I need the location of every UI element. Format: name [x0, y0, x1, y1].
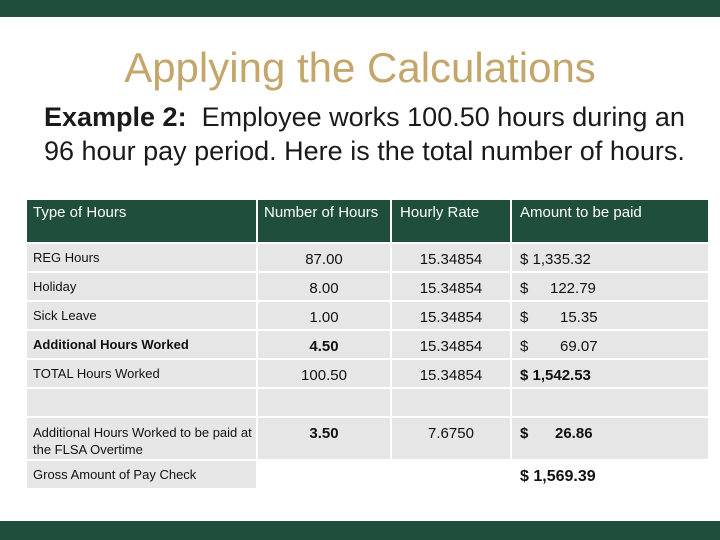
- row-type: REG Hours: [27, 243, 257, 272]
- row-amount: [511, 243, 708, 272]
- row-hours: 8.00: [257, 272, 391, 301]
- example-text: Employee works 100.50 hours during an 96 hour pay period. Here is the total number of hours.: [44, 102, 685, 166]
- table-row: [27, 243, 708, 272]
- pay-calculation-table: [27, 200, 708, 490]
- table-row: [27, 359, 708, 388]
- row-type: TOTAL Hours Worked: [27, 359, 257, 388]
- row-amount: [511, 301, 708, 330]
- dollar-sign: $: [520, 251, 529, 268]
- amount-value: 1,569.39: [533, 468, 596, 485]
- dollar-sign: $: [520, 309, 529, 326]
- table-row: [27, 417, 708, 460]
- table-row: [27, 330, 708, 359]
- dollar-sign: $: [520, 338, 529, 355]
- row-hours: [257, 388, 391, 417]
- row-amount: [511, 417, 708, 460]
- row-hours: 87.00: [257, 243, 391, 272]
- row-rate: 7.6750: [391, 417, 511, 460]
- row-type: Holiday: [27, 272, 257, 301]
- row-rate: 15.34854: [391, 243, 511, 272]
- row-amount: [511, 388, 708, 417]
- row-rate: 15.34854: [391, 330, 511, 359]
- row-hours: 100.50: [257, 359, 391, 388]
- top-accent-bar: [0, 0, 720, 17]
- header-number-of-hours: Number of Hours: [257, 200, 391, 243]
- example-label: Example 2:: [44, 102, 187, 132]
- amount-value: 1,335.32: [532, 251, 591, 268]
- table-row-empty: [27, 388, 708, 417]
- slide-title: Applying the Calculations: [124, 44, 596, 91]
- header-amount-to-be-paid: Amount to be paid: [511, 200, 708, 243]
- table-row-total: [27, 460, 708, 489]
- amount-value: 1,542.53: [532, 367, 591, 384]
- row-type: Gross Amount of Pay Check: [27, 460, 257, 489]
- table-header-row: [27, 200, 708, 243]
- row-rate: [391, 460, 511, 489]
- row-hours: 1.00: [257, 301, 391, 330]
- dollar-sign: $: [520, 425, 529, 442]
- table-row: [27, 301, 708, 330]
- row-rate: 15.34854: [391, 301, 511, 330]
- row-amount: [511, 330, 708, 359]
- row-hours: 4.50: [257, 330, 391, 359]
- amount-value: 69.07: [560, 338, 598, 355]
- amount-value: 122.79: [550, 280, 596, 297]
- header-hourly-rate: Hourly Rate: [391, 200, 511, 243]
- table-row: [27, 272, 708, 301]
- header-type-of-hours: Type of Hours: [27, 200, 257, 243]
- dollar-sign: $: [520, 367, 529, 384]
- row-rate: 15.34854: [391, 272, 511, 301]
- row-amount: [511, 272, 708, 301]
- row-type: [27, 388, 257, 417]
- row-hours: 3.50: [257, 417, 391, 460]
- row-hours: [257, 460, 391, 489]
- dollar-sign: $: [520, 280, 529, 297]
- row-type: Additional Hours Worked: [27, 330, 257, 359]
- row-type: Sick Leave: [27, 301, 257, 330]
- amount-value: 26.86: [555, 425, 593, 442]
- amount-value: 15.35: [560, 309, 598, 326]
- row-type: Additional Hours Worked to be paid at the FLSA Overtime: [27, 417, 257, 460]
- bottom-accent-bar: [0, 521, 720, 540]
- example-paragraph: [44, 100, 694, 168]
- row-rate: [391, 388, 511, 417]
- row-amount: [511, 460, 708, 489]
- row-amount: [511, 359, 708, 388]
- row-rate: 15.34854: [391, 359, 511, 388]
- dollar-sign: $: [520, 468, 529, 485]
